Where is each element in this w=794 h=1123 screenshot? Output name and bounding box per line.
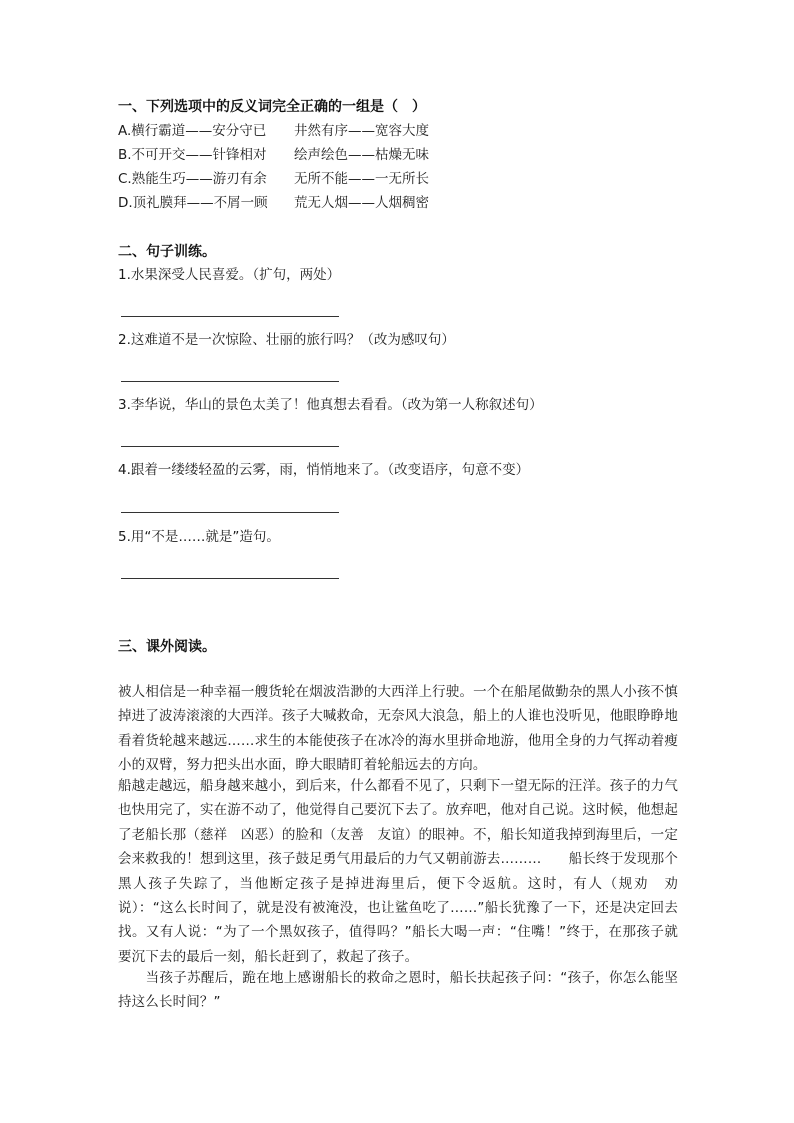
option-c-second: 无所不能——一无所长 [294, 171, 429, 187]
exercise-item-2: 2.这难道不是一次惊险、壮丽的旅行吗？（改为感叹句） [118, 332, 455, 348]
exercise-item-5: 5.用“不是……就是”造句。 [118, 529, 280, 545]
answer-line-4[interactable] [121, 512, 339, 513]
option-b-first: B.不可开交——针锋相对 [118, 147, 267, 163]
option-d-second: 荒无人烟——人烟稠密 [294, 195, 429, 211]
exercise-item-3: 3.李华说，华山的景色太美了！他真想去看看。（改为第一人称叙述句） [118, 397, 543, 413]
option-a-second: 井然有序——宽容大度 [294, 123, 429, 139]
option-row-c [118, 170, 429, 188]
option-c-first: C.熟能生巧——游刃有余 [118, 171, 267, 187]
option-a-first: A.横行霸道——安分守已 [118, 123, 267, 139]
option-d-first: D.顶礼膜拜——不屑一顾 [118, 195, 268, 211]
option-row-b [118, 146, 429, 164]
answer-line-3[interactable] [121, 446, 339, 447]
option-b-second: 绘声绘色——枯燥无味 [294, 147, 429, 163]
answer-line-2[interactable] [121, 381, 339, 382]
reading-paragraph-1: 被人相信是一种幸福一艘货轮在烟波浩渺的大西洋上行驶。一个在船尾做勤杂的黑人小孩不慎掉进了波涛滚滚的大西洋。孩子大喊救命，无奈风大浪急，船上的人谁也没听见，他眼睁睁地看着货轮越来越远……求生的本能使孩子在冰冷的海水里拼命地游，他用全身的力气挥动着瘦小的双臂，努力把头出水面，睁大眼睛盯着轮船远去的方向。 [118, 684, 678, 774]
exercise-item-1: 1.水果深受人民喜爱。（扩句，两处） [118, 267, 341, 283]
reading-paragraph-3: 当孩子苏醒后，跪在地上感谢船长的救命之恩时，船长扶起孩子问：“孩子，你怎么能坚持这么长时间？” [118, 970, 678, 1011]
section2-title: 二、句子训练。 [118, 244, 216, 260]
section3-title: 三、课外阅读。 [118, 639, 216, 655]
answer-line-1[interactable] [121, 316, 339, 317]
exercise-item-4: 4.跟着一缕缕轻盈的云雾，雨，悄悄地来了。（改变语序，句意不变） [118, 462, 530, 478]
answer-line-5[interactable] [121, 578, 339, 579]
option-row-a [118, 122, 429, 140]
reading-paragraph-2: 船越走越远，船身越来越小，到后来，什么都看不见了，只剩下一望无际的汪洋。孩子的力气也快用完了，实在游不动了，他觉得自己要沉下去了。放弃吧，他对自己说。这时候，他想起了老船长那（慈祥 凶恶）的脸和（友善 友谊）的眼神。不，船长知道我掉到海里后，一定会来救我的！想到这里，孩子鼓足勇气用最后的力气又朝前游去……… 船长终于发现那个黑人孩子失踪了，当他断定孩子是掉进海里后，便下令返航。这时，有人（规劝 劝说）：“这么长时间了，就是没有被淹没，也让鲨鱼吃了……”船长犹豫了一下，还是决定回去找。又有人说：“为了一个黑奴孩子，值得吗？”船长大喝一声：“住嘴！”终于，在那孩子就要沉下去的最后一刻，船长赶到了，救起了孩子。 [118, 778, 678, 965]
option-row-d [118, 194, 429, 212]
section1-title: 一、下列选项中的反义词完全正确的一组是（ ） [118, 99, 426, 115]
